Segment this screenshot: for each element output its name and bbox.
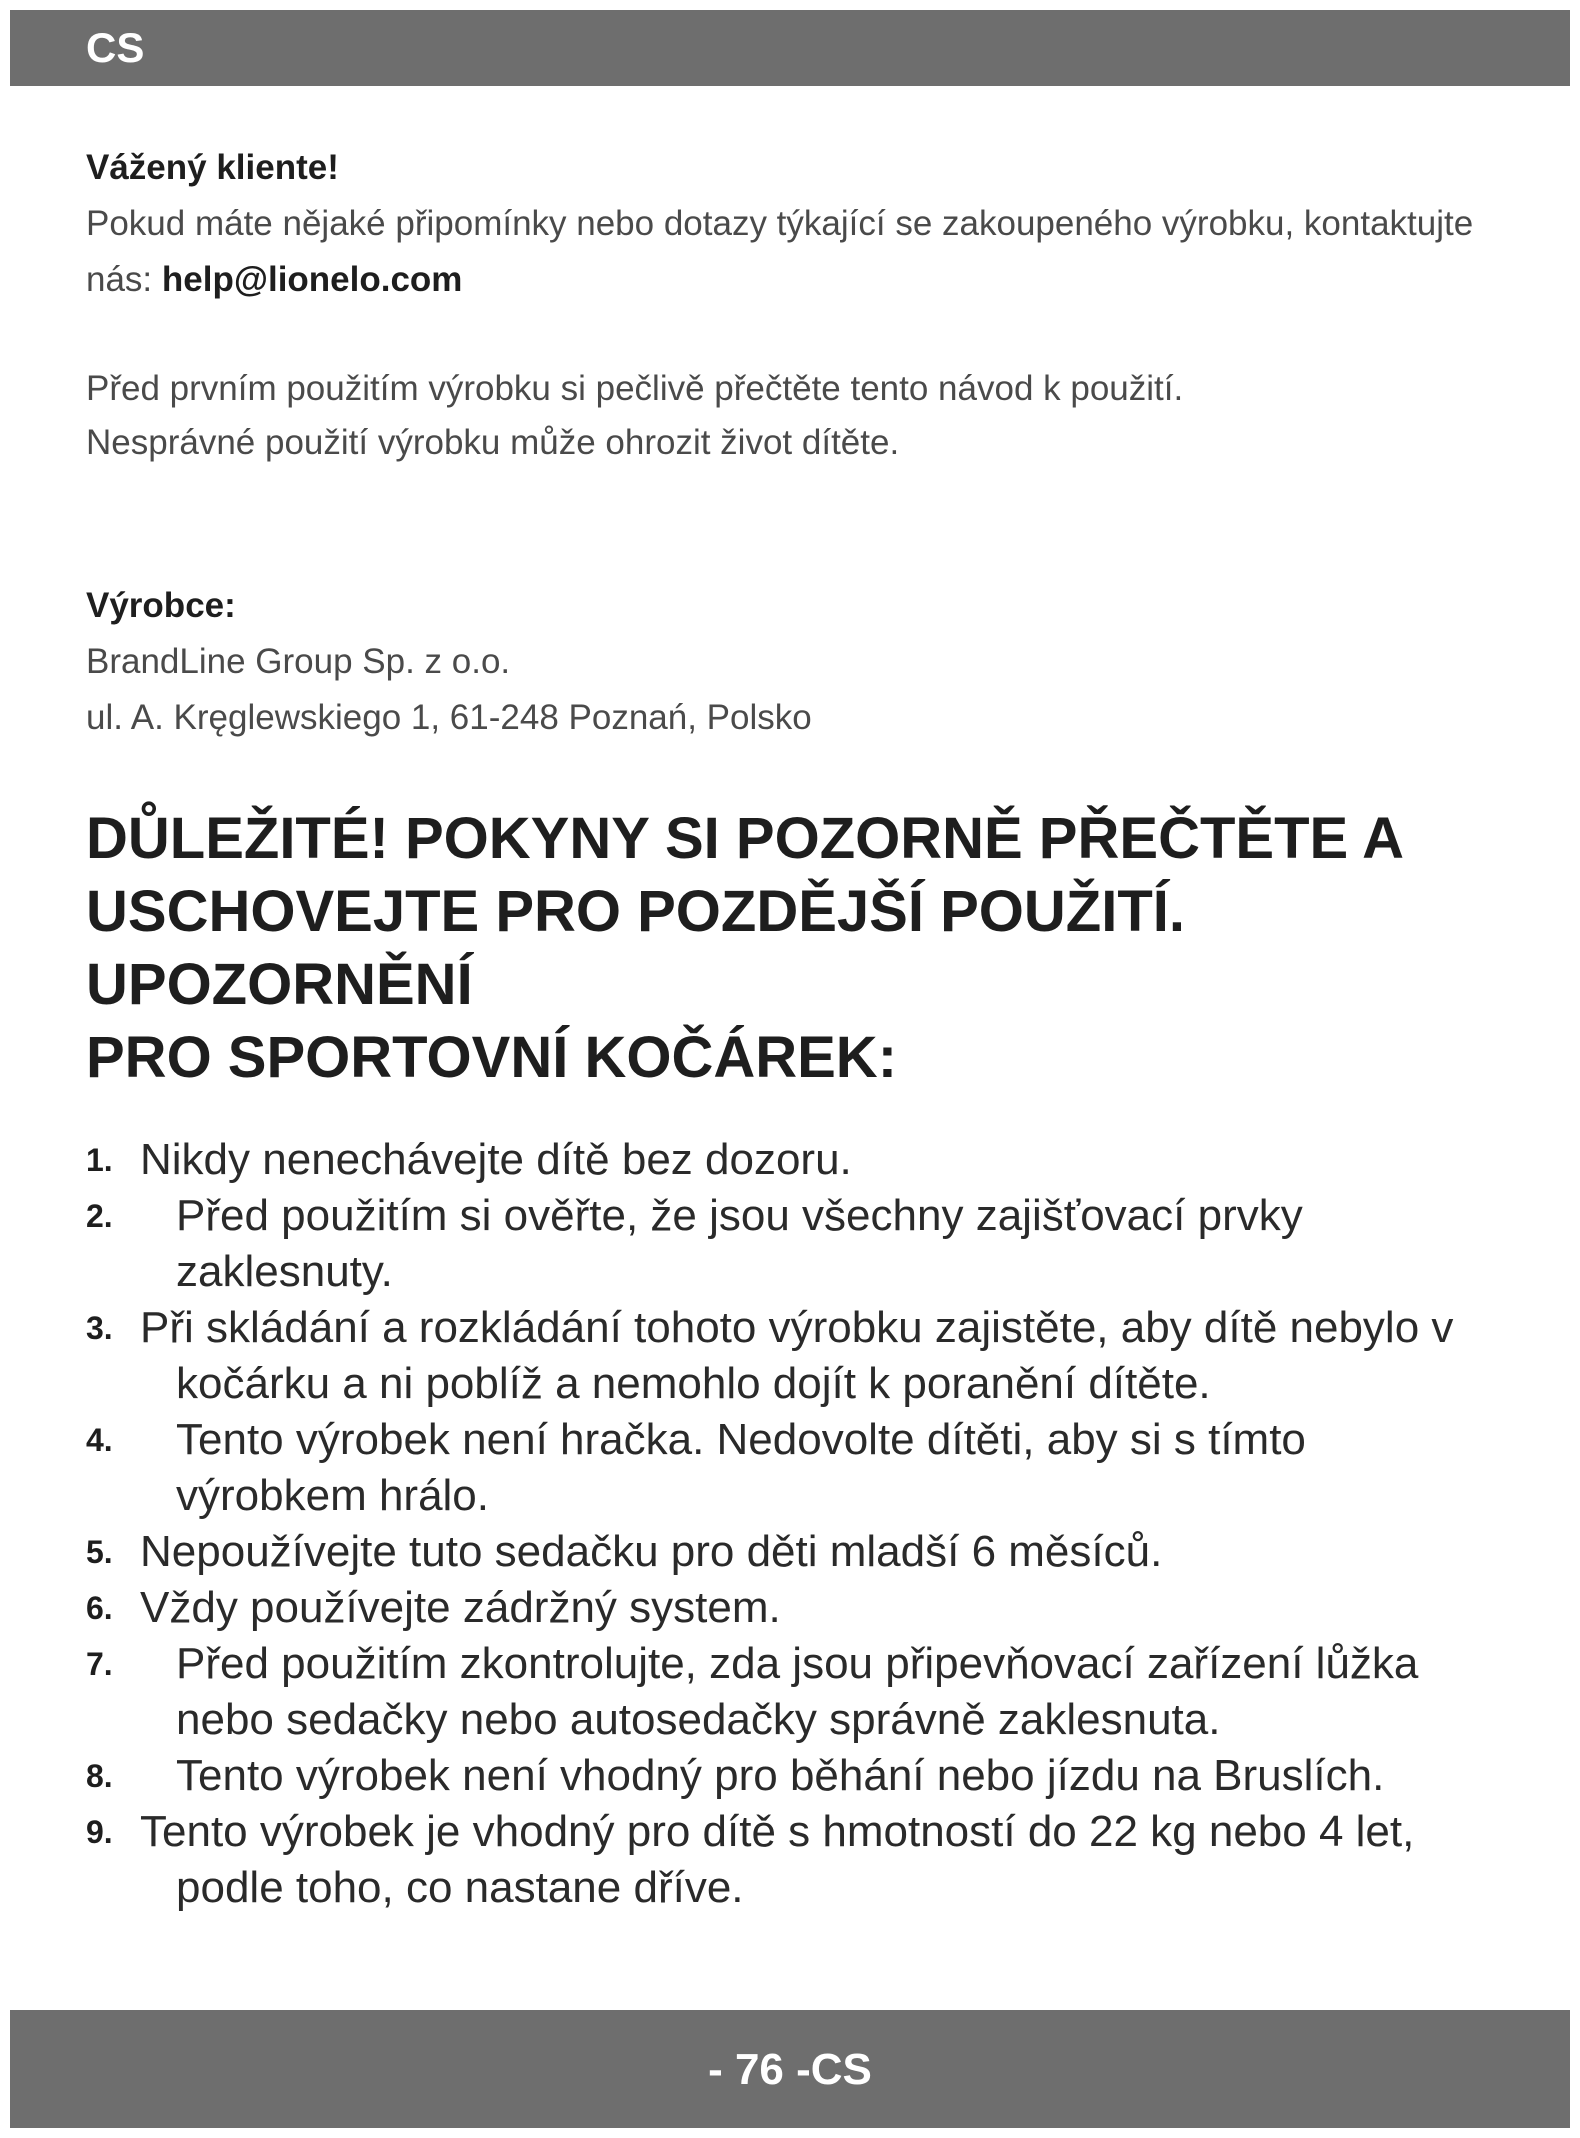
greeting-body: Pokud máte nějaké připomínky nebo dotazy týkající se zakoupeného výrobku, kontaktujte nás: [86,204,1474,299]
safety-rules-list [86,1132,1506,1916]
rule-text: Nikdy nenechávejte dítě bez dozoru. [140,1135,852,1184]
manufacturer-section [86,578,1506,746]
page-number: - 76 -CS [708,2045,872,2094]
rule-item [86,1188,1506,1300]
rule-text: Tento výrobek není vhodný pro běhání nebo jízdu na Bruslích. [176,1751,1385,1800]
warning-line-2: USCHOVEJTE PRO POZDĚJŠÍ POUŽITÍ. [86,879,1185,944]
contact-email: help@lionelo.com [161,260,463,299]
warning-line-1: DŮLEŽITÉ! POKYNY SI POZORNĚ PŘEČTĚTE A [86,806,1405,871]
rule-text: Při skládání a rozkládání tohoto výrobku zajistěte, aby dítě nebylo v kočárku a ni poblíž a nemohlo dojít k poranění dítěte. [140,1303,1454,1408]
rule-item [86,1580,1506,1636]
manufacturer-title: Výrobce: [86,586,236,625]
rule-item [86,1412,1506,1524]
rule-number: 2. [86,1198,113,1234]
rule-text: Tento výrobek je vhodný pro dítě s hmotností do 22 kg nebo 4 let, podle toho, co nastane dříve. [140,1807,1415,1912]
rule-text: Nepoužívejte tuto sedačku pro děti mladší 6 měsíců. [140,1527,1163,1576]
warning-heading [86,802,1526,1094]
rule-item [86,1636,1506,1748]
rule-number: 1. [86,1142,113,1178]
rule-item [86,1804,1506,1916]
greeting-title: Vážený kliente! [86,148,339,187]
rule-number: 6. [86,1590,113,1626]
rule-text: Tento výrobek není hračka. Nedovolte dítěti, aby si s tímto výrobkem hrálo. [176,1415,1306,1520]
rule-item [86,1748,1506,1804]
warning-line-4: PRO SPORTOVNÍ KOČÁREK: [86,1025,898,1090]
rule-number: 8. [86,1758,113,1794]
rule-number: 3. [86,1310,113,1346]
rule-number: 5. [86,1534,113,1570]
footer-bar [10,2010,1570,2128]
manufacturer-address: ul. A. Kręglewskiego 1, 61-248 Poznań, Polsko [86,698,812,737]
notice-line-2: Nesprávné použití výrobku může ohrozit život dítěte. [86,423,900,462]
greeting-section [86,140,1506,308]
notice-line-1: Před prvním použitím výrobku si pečlivě přečtěte tento návod k použití. [86,369,1184,408]
rule-number: 7. [86,1646,113,1682]
rule-item [86,1132,1506,1188]
rule-number: 9. [86,1814,113,1850]
header-bar [10,10,1570,86]
rule-item [86,1300,1506,1412]
rule-text: Vždy používejte zádržný system. [140,1583,781,1632]
manufacturer-company: BrandLine Group Sp. z o.o. [86,642,511,681]
rule-item [86,1524,1506,1580]
rule-text: Před použitím si ověřte, že jsou všechny zajišťovací prvky zaklesnuty. [176,1191,1303,1296]
rule-text: Před použitím zkontrolujte, zda jsou připevňovací zařízení lůžka nebo sedačky nebo autosedačky správně zaklesnuta. [176,1639,1419,1744]
language-code: CS [86,24,145,71]
rule-number: 4. [86,1422,113,1458]
warning-line-3: UPOZORNĚNÍ [86,952,473,1017]
read-first-notice [86,362,1506,470]
greeting-text [86,196,1506,308]
